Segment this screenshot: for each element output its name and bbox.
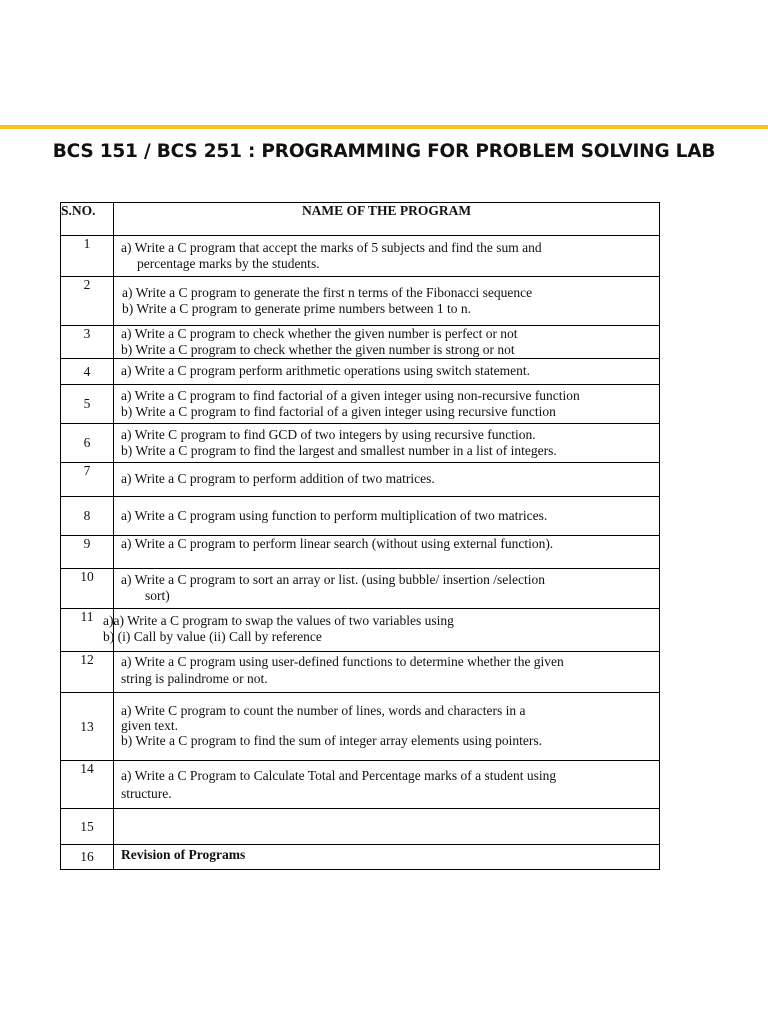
header-sno: S.NO. xyxy=(61,203,114,236)
table-row xyxy=(61,385,660,424)
program-cell xyxy=(114,463,660,497)
row-number: 5 xyxy=(61,385,114,424)
row-number: 13 xyxy=(61,693,114,761)
table-row xyxy=(61,359,660,385)
program-line: b) Write a C program to find factorial of a given integer using recursive function xyxy=(121,404,556,419)
program-line: a) Write a C program to perform linear search (without using external function). xyxy=(121,536,554,551)
table-row xyxy=(61,236,660,277)
row-number: 2 xyxy=(61,277,114,326)
program-line: a) Write a C program to find factorial of a given integer using non-recursive function xyxy=(121,388,580,403)
program-line: a) Write a C Program to Calculate Total and Percentage marks of a student using xyxy=(121,768,557,783)
table-row xyxy=(61,845,660,870)
program-line: string is palindrome or not. xyxy=(121,671,268,686)
table-row xyxy=(61,536,660,569)
program-cell xyxy=(114,424,660,463)
program-cell xyxy=(114,809,660,845)
program-cell xyxy=(103,609,660,652)
accent-rule xyxy=(0,125,768,129)
table-row xyxy=(61,652,660,693)
program-cell xyxy=(114,652,660,693)
program-cell xyxy=(114,277,660,326)
program-cell xyxy=(114,761,660,809)
program-line: a) Write C program to find GCD of two integers by using recursive function. xyxy=(121,427,536,442)
row-number: 12 xyxy=(61,652,114,693)
program-cell xyxy=(114,536,660,569)
program-line: a) Write a C program to check whether the given number is perfect or not xyxy=(121,326,518,341)
program-line: a) Write a C program using function to perform multiplication of two matrices. xyxy=(121,508,548,523)
program-line: a)a) Write a C program to swap the values of two variables using xyxy=(103,613,454,628)
row-number: 1 xyxy=(61,236,114,277)
program-cell xyxy=(114,693,660,761)
row-number: 6 xyxy=(61,424,114,463)
row-number: 16 xyxy=(61,845,114,870)
program-cell xyxy=(114,385,660,424)
program-line: b) Write a C program to generate prime numbers between 1 to n. xyxy=(122,301,471,316)
program-cell xyxy=(114,236,660,277)
table-row xyxy=(61,809,660,845)
program-list-table xyxy=(60,202,660,870)
row-number: 14 xyxy=(61,761,114,809)
table-header-row xyxy=(61,203,660,236)
program-line: percentage marks by the students. xyxy=(137,256,320,271)
row-number: 10 xyxy=(61,569,114,609)
header-program-name: NAME OF THE PROGRAM xyxy=(114,203,660,236)
table-row xyxy=(61,424,660,463)
program-cell xyxy=(114,497,660,536)
revision-label: Revision of Programs xyxy=(121,847,246,862)
program-line: a) Write a C program using user-defined functions to determine whether the given xyxy=(121,654,564,669)
table-row xyxy=(61,497,660,536)
table-row xyxy=(61,609,660,652)
row-number: 9 xyxy=(61,536,114,569)
program-line: a) Write C program to count the number of lines, words and characters in a xyxy=(121,703,526,718)
row-number: 7 xyxy=(61,463,114,497)
program-line: b) Write a C program to find the sum of integer array elements using pointers. xyxy=(121,733,542,748)
table-row xyxy=(61,569,660,609)
program-line: a) Write a C program that accept the marks of 5 subjects and find the sum and xyxy=(121,240,542,255)
program-cell xyxy=(114,359,660,385)
program-line: b) Write a C program to check whether the given number is strong or not xyxy=(121,342,515,357)
table-row xyxy=(61,277,660,326)
program-line: a) Write a C program to sort an array or list. (using bubble/ insertion /selection xyxy=(121,572,545,587)
row-number: 3 xyxy=(61,326,114,359)
program-line: given text. xyxy=(121,718,178,733)
table-row xyxy=(61,693,660,761)
program-cell xyxy=(114,326,660,359)
table-row xyxy=(61,761,660,809)
program-line: b) (i) Call by value (ii) Call by reference xyxy=(103,629,322,644)
program-cell xyxy=(114,569,660,609)
program-line: b) Write a C program to find the largest and smallest number in a list of integers. xyxy=(121,443,557,458)
program-line: a) Write a C program to perform addition of two matrices. xyxy=(121,471,435,486)
program-cell xyxy=(114,845,660,870)
program-line: sort) xyxy=(145,588,170,603)
table-row xyxy=(61,463,660,497)
document-title: BCS 151 / BCS 251 : PROGRAMMING FOR PROBLEM SOLVING LAB xyxy=(52,141,716,162)
table-row xyxy=(61,326,660,359)
row-number: 4 xyxy=(61,359,114,385)
program-line: a) Write a C program to generate the first n terms of the Fibonacci sequence xyxy=(122,285,533,300)
program-line: a) Write a C program perform arithmetic operations using switch statement. xyxy=(121,363,530,378)
row-number: 11 xyxy=(61,609,114,652)
row-number: 8 xyxy=(61,497,114,536)
program-line: structure. xyxy=(121,786,172,801)
row-number: 15 xyxy=(61,809,114,845)
